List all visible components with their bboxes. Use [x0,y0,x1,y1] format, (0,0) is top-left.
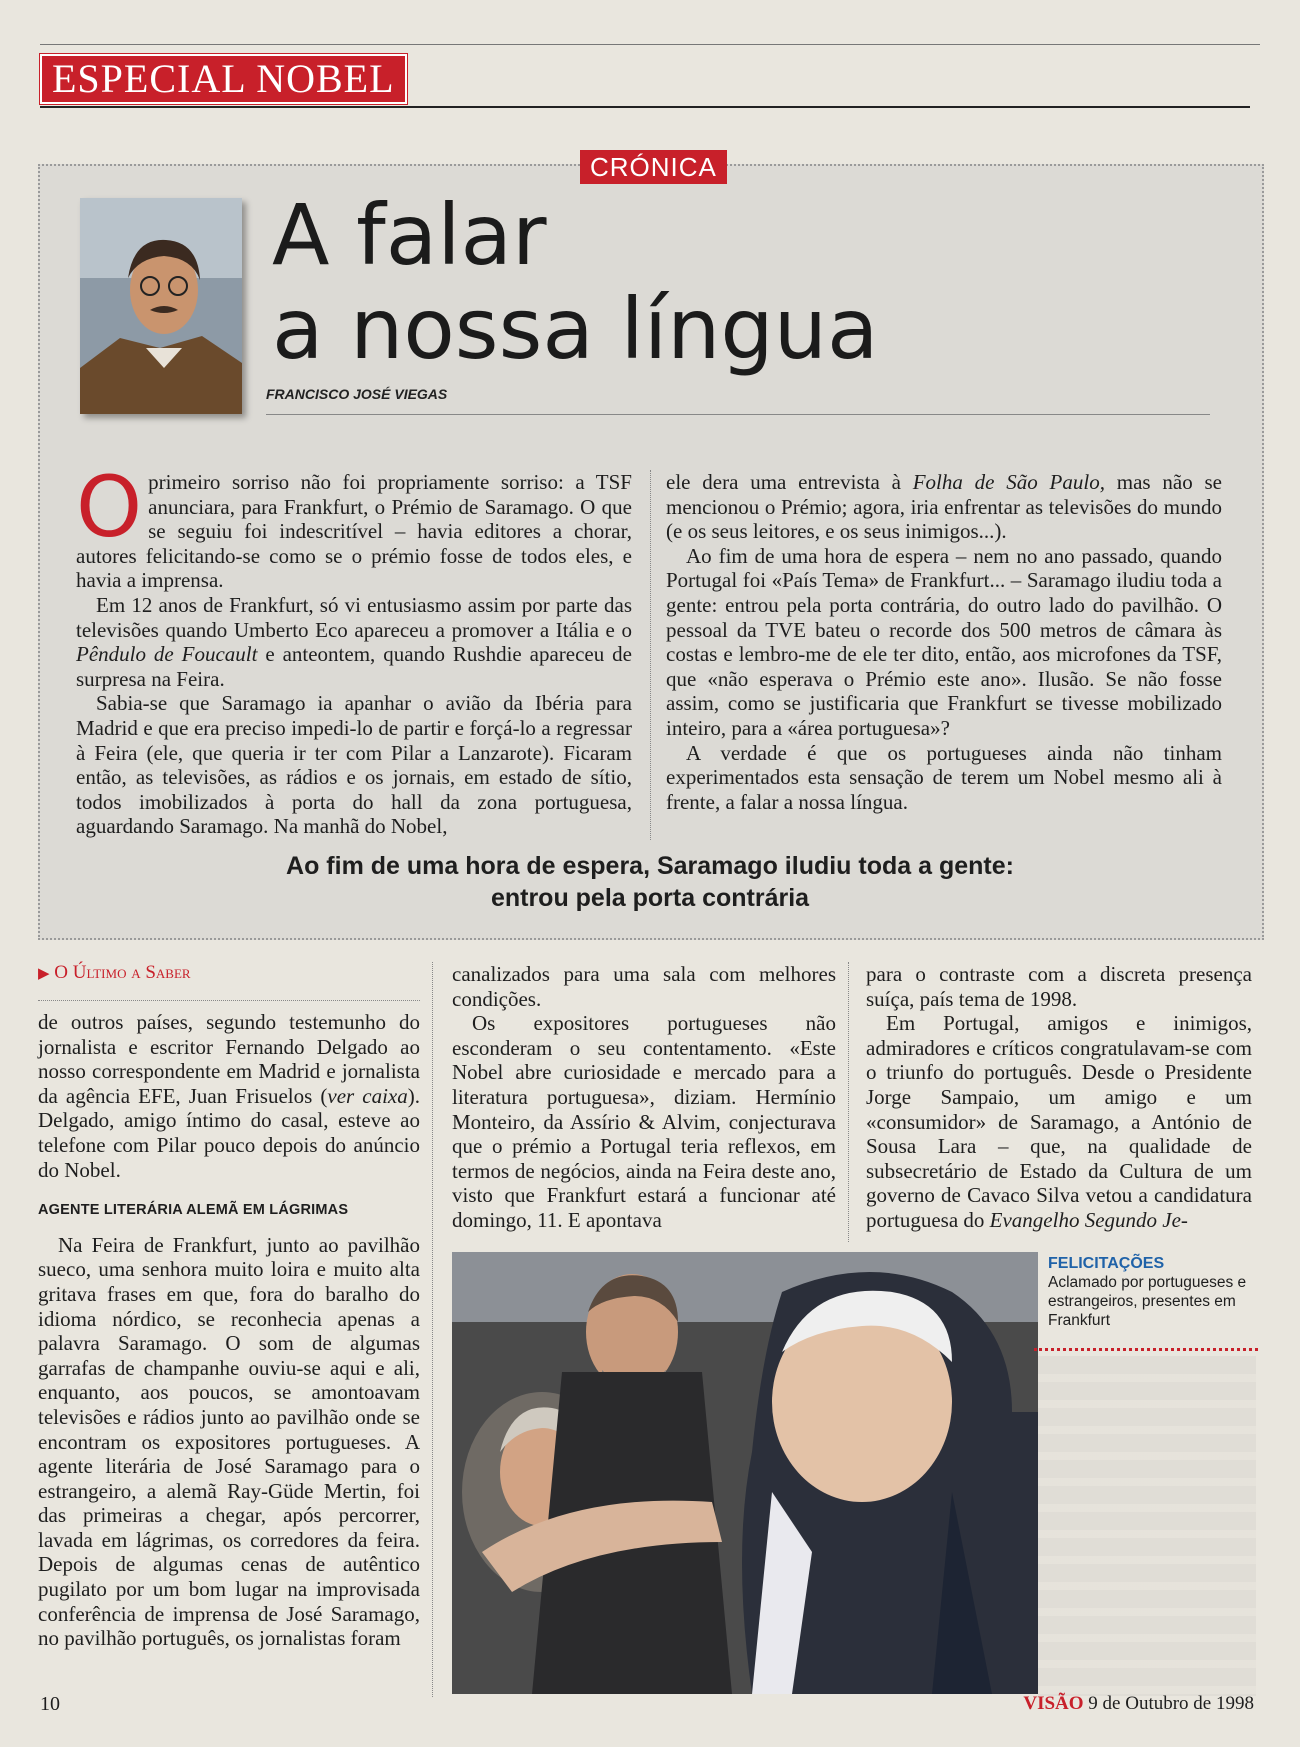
lead-paragraph-1: primeiro sorriso não foi propriamente sorriso: a TSF anunciara, para Frankfurt, o Prémio de Saramago. O que se seguiu foi indescritível – havia editores a chorar, autores felicitando-se como se o prémio fosse de todos eles, e havia a imprensa. [76,470,632,593]
magazine-name: VISÃO [1023,1693,1084,1714]
article-paragraph-6: Em Portugal, amigos e inimigos, admiradores e críticos congratulavam-se com o triunfo do português. Desde o Presidente Jorge Sampaio, um amigo e um «consumidor» de Saramago, a António de Sousa Lara – que, na qualidade de subsecretário de Estado da Cultura de um governo de Cavaco Silva vetou a candidatura portuguesa do Evangelho Segundo Je- [866,1011,1252,1232]
column-separator [432,962,433,1697]
article-paragraph-2: Na Feira de Frankfurt, junto ao pavilhão sueco, uma senhora muito loira e muito alta gritava frases em que, fora do baralho do idioma nórdico, se reconhecia apenas a palavra Saramago. O som de algumas garrafas de champanhe ouviu-se aqui e ali, enquanto, aos poucos, se amontoavam televisões e rádios junto ao pavilhão onde se encontram os expositores portugueses. A agente literária de José Saramago para o estrangeiro, a alemã Ray-Güde Mertin, foi das primeiras a chegar, após percorrer, lavada em lágrimas, os corredores da feira. Depois de algumas cenas de autêntico pugilato por um bom lugar na improvisada conferência de imprensa de José Saramago, no pavilhão português, os jornalistas foram [38,1232,420,1651]
pull-quote-line-1: Ao fim de uma hora de espera, Saramago iludiu toda a gente: [286,852,1014,880]
minihead: AGENTE LITERÁRIA ALEMÃ EM LÁGRIMAS [38,1202,349,1219]
lead-column-1 [76,458,632,839]
caption-rule [1034,1348,1258,1351]
footer-credit [1023,1693,1254,1715]
issue-date: 9 de Outubro de 1998 [1088,1693,1254,1714]
subhead-rule [38,1000,420,1001]
article-paragraph-1: de outros países, segundo testemunho do jornalista e escritor Fernando Delgado ao nosso correspondente em Madrid e jornalista da agência EFE, Juan Frisuelos (ver caixa). Delgado, amigo íntimo do casal, esteve ao telefone com Pilar pouco depois do anúncio do Nobel. [38,1010,420,1182]
lead-paragraph-4: ele dera uma entrevista à Folha de São Paulo, mas não se mencionou o Prémio; agora, iria enfrentar as televisões do mundo (e os seus leitores, e os seus inimigos...). [666,470,1222,544]
arrow-icon: ▶ [38,964,50,982]
caption-text: Aclamado por portugueses e estrangeiros, presentes em Frankfurt [1048,1274,1247,1329]
book-title: Pêndulo de Foucault [76,642,258,667]
author-portrait [80,198,242,414]
lead-paragraph-6: A verdade é que os portugueses ainda não tinham experimentados esta sensação de terem um Nobel mesmo ali à frente, a falar a nossa língua. [666,740,1222,814]
news-photo [452,1252,1038,1694]
section-rule [40,106,1250,108]
article-subhead [38,962,191,984]
column-separator [848,962,849,1242]
top-rule [40,44,1260,45]
article-paragraph-4: Os expositores portugueses não esconderam o seu contentamento. «Este Nobel abre curiosidade e mercado para a literatura portuguesa», diziam. Hermínio Monteiro, da Assírio & Alvim, conjecturava que o prémio a Portugal teria reflexos, em termos de negócios, ainda na Feira deste ano, visto que Frankfurt estará a funcionar até domingo, 11. E apontava [452,1011,836,1232]
section-label: ESPECIAL NOBEL [40,54,407,104]
article-paragraph-3: canalizados para uma sala com melhores condições. [452,962,836,1011]
subhead-text: O Último a Saber [54,962,191,983]
headline-line-1: A falar [272,186,547,284]
show-through-text [1038,1356,1256,1696]
article-paragraph-5: para o contraste com a discreta presença suíça, país tema de 1998. [866,962,1252,1011]
lead-paragraph-3: Sabia-se que Saramago ia apanhar o avião da Ibéria para Madrid e que era preciso impedi-lo de partir e forçá-lo a regressar à Feira (ele, que queria ir ter com Pilar a Lanzarote). Ficaram então, as televisões, as rádios e os jornais, em estado de sítio, todos imobilizados à porta do hall da zona portuguesa, aguardando Saramago. Na manhã do Nobel, [76,691,632,839]
column-separator [650,470,651,840]
byline-rule [266,414,1210,415]
caption-title: FELICITAÇÕES [1048,1255,1165,1272]
drop-cap: O [76,458,143,556]
kicker-label: CRÓNICA [580,150,727,184]
article-column-3 [866,962,1252,1233]
headline-line-2: a nossa língua [272,280,879,378]
article-headline [272,188,1172,376]
newspaper-title: Folha de São Paulo, [912,470,1105,494]
photo-caption [1048,1254,1258,1330]
lead-paragraph-5: Ao fim de uma hora de espera – nem no ano passado, quando Portugal foi «País Tema» de Frankfurt... – Saramago iludiu toda a gente: entrou pela porta contrária, do outro lado do pavilhão. O pessoal da TVE bateu o recorde dos 500 metros de câmara às costas e lembro-me de ele ter dito, então, aos microfones da TSF, que «não esperava o Prémio este ano». Ilusão. Se não fosse assim, como se justificaria que Frankfurt se tivesse mobilizado inteiro, para a «área portuguesa»? [666,543,1222,740]
byline: FRANCISCO JOSÉ VIEGAS [266,386,448,402]
lead-column-2 [666,470,1222,814]
article-column-1 [38,1010,420,1651]
pull-quote [70,850,1230,914]
lead-paragraph-2: Em 12 anos de Frankfurt, só vi entusiasmo assim por parte das televisões quando Umberto Eco apareceu a promover a Itália e o Pêndulo de Foucault e anteontem, quando Rushdie apareceu de surpresa na Feira. [76,592,632,691]
pull-quote-line-2: entrou pela porta contrária [490,884,810,912]
page-number: 10 [40,1693,60,1715]
article-column-2 [452,962,836,1233]
